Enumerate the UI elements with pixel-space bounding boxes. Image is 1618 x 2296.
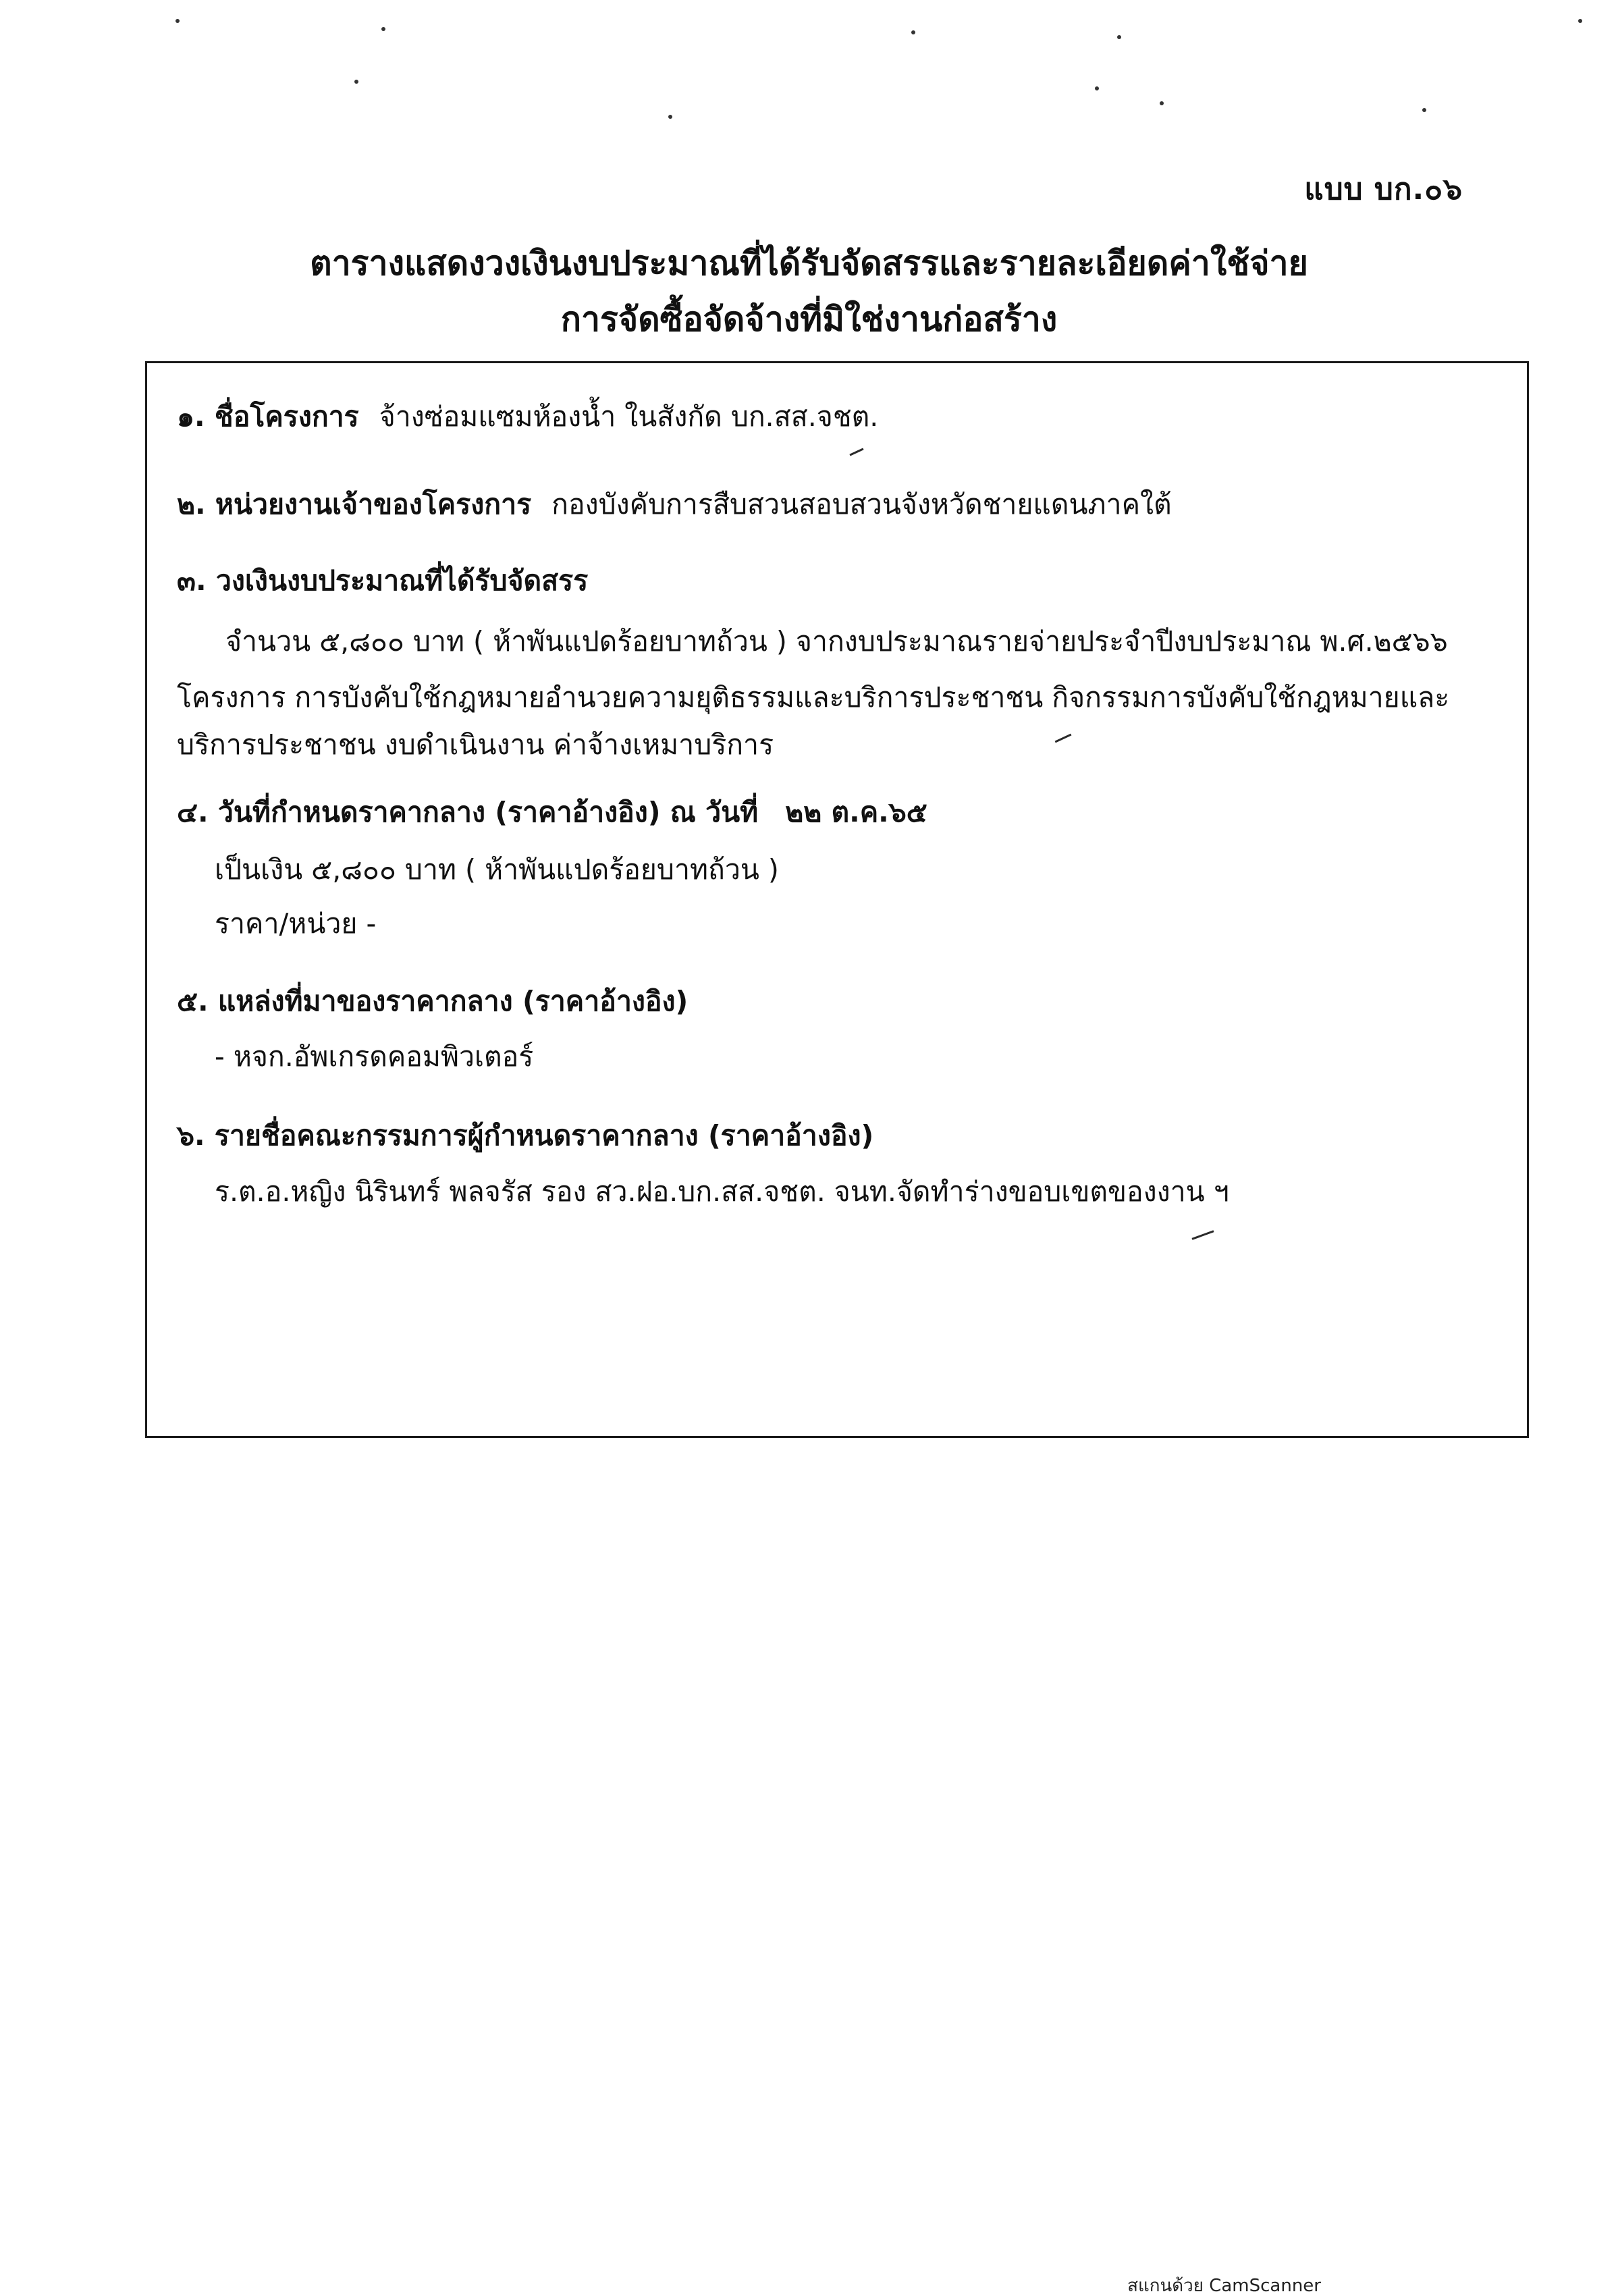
item-price-source-label: ๕. แหล่งที่มาของราคากลาง (ราคาอ้างอิง) bbox=[177, 985, 689, 1017]
scan-speck bbox=[668, 115, 672, 119]
item-label: ๔. วันที่กำหนดราคากลาง (ราคาอ้างอิง) ณ วันที่ bbox=[177, 796, 759, 828]
scan-speck bbox=[1095, 86, 1099, 90]
document-title-line-1: ตารางแสดงวงเงินงบประมาณที่ได้รับจัดสรรและรายละเอียดค่าใช้จ่าย bbox=[310, 244, 1308, 283]
document-title-line-2: การจัดซื้อจัดจ้างที่มิใช่งานก่อสร้าง bbox=[560, 300, 1058, 339]
item-project-name bbox=[177, 400, 879, 433]
scan-speck bbox=[176, 19, 180, 23]
scan-speck bbox=[1160, 101, 1164, 105]
item-label: ๑. ชื่อโครงการ bbox=[177, 400, 359, 433]
scan-speck bbox=[354, 80, 358, 84]
form-code: แบบ บก.๐๖ bbox=[1304, 172, 1463, 207]
scan-speck bbox=[911, 30, 915, 34]
scan-speck bbox=[1117, 35, 1121, 39]
item-label: ๒. หน่วยงานเจ้าของโครงการ bbox=[177, 488, 532, 520]
item-committee-label: ๖. รายชื่อคณะกรรมการผู้กำหนดราคากลาง (ราคาอ้างอิง) bbox=[177, 1119, 874, 1152]
scanner-watermark: สแกนด้วย CamScanner bbox=[1127, 2276, 1321, 2296]
committee-member: ร.ต.อ.หญิง นิรินทร์ พลจรัส รอง สว.ฝอ.บก.สส.จชต. จนท.จัดทำร่างขอบเขตของงาน ฯ bbox=[215, 1175, 1229, 1208]
scan-speck bbox=[1578, 19, 1582, 23]
price-source-value: - หจก.อัพเกรดคอมพิวเตอร์ bbox=[215, 1040, 534, 1073]
median-date-value: ๒๒ ต.ค.๖๕ bbox=[785, 796, 927, 828]
median-amount: เป็นเงิน ๕,๘๐๐ บาท ( ห้าพันแปดร้อยบาทถ้วน ) bbox=[215, 853, 779, 886]
item-owner-unit bbox=[177, 488, 1172, 520]
median-unit-price: ราคา/หน่วย - bbox=[215, 907, 377, 940]
scan-speck bbox=[1422, 108, 1426, 112]
item-value: จ้างซ่อมแซมห้องน้ำ ในสังกัด บก.สส.จชต. bbox=[379, 400, 879, 433]
item-value: กองบังคับการสืบสวนสอบสวนจังหวัดชายแดนภาคใต้ bbox=[551, 488, 1172, 520]
scan-speck bbox=[381, 27, 385, 31]
budget-text: จำนวน ๕,๘๐๐ บาท ( ห้าพันแปดร้อยบาทถ้วน ) จากงบประมาณรายจ่ายประจำปีงบประมาณ พ.ศ.๒๕๖๖ bbox=[225, 625, 1448, 658]
item-median-date bbox=[177, 796, 927, 828]
item-budget-line-3: บริการประชาชน งบดำเนินงาน ค่าจ้างเหมาบริการ bbox=[177, 728, 774, 761]
details-frame bbox=[145, 361, 1529, 1438]
item-budget-line-2: โครงการ การบังคับใช้กฎหมายอำนวยความยุติธรรมและบริการประชาชน กิจกรรมการบังคับใช้กฎหมายและ bbox=[177, 681, 1450, 714]
item-budget-line-1 bbox=[177, 625, 1507, 658]
item-budget-label: ๓. วงเงินงบประมาณที่ได้รับจัดสรร bbox=[177, 564, 589, 597]
